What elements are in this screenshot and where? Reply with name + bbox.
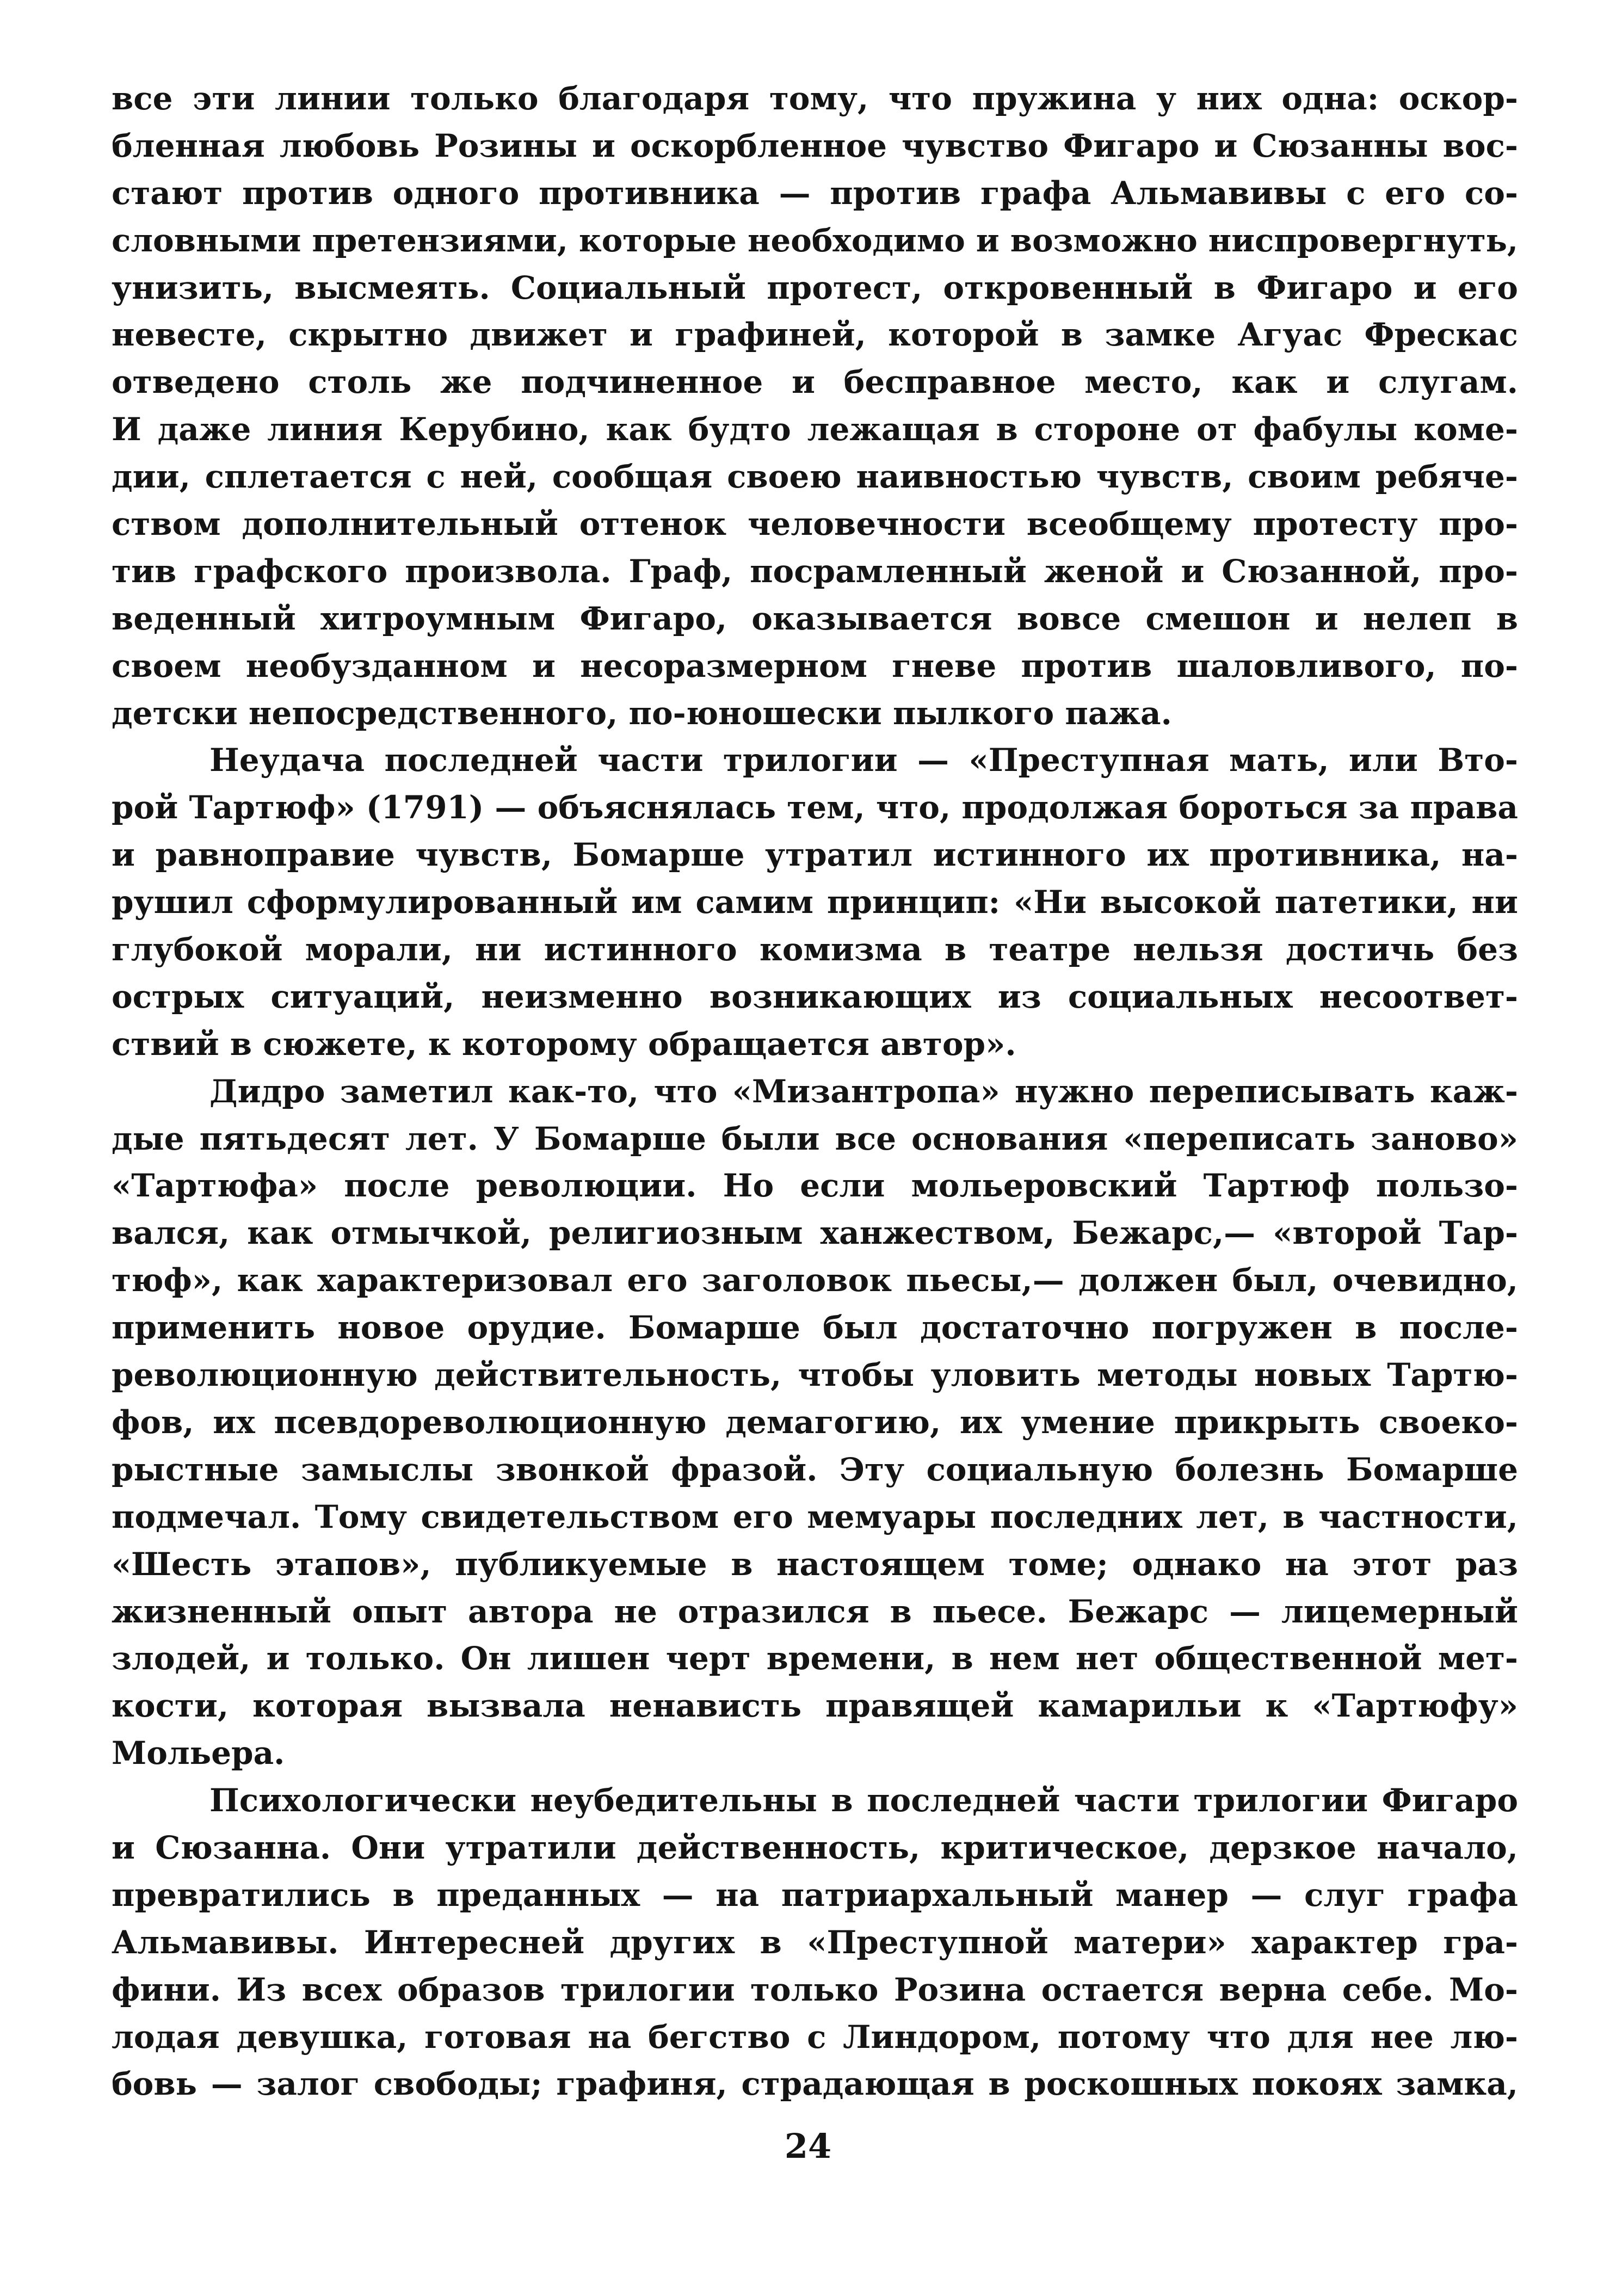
text-line: ством дополнительный оттенок человечности всеобщему протесту про-	[112, 505, 1518, 543]
document-body	[112, 75, 1518, 2143]
text-line: жизненный опыт автора не отразился в пьесе. Бежарс — лицемерный	[112, 1593, 1518, 1630]
text-line: ствий в сюжете, к которому обращается автор».	[112, 1025, 1016, 1063]
paragraph	[112, 1777, 1518, 2108]
text-line: фов, их псевдореволюционную демагогию, их умение прикрыть своеко-	[112, 1403, 1518, 1441]
text-line: превратились в преданных — на патриархальный манер — слуг графа	[112, 1876, 1518, 1914]
text-line: Психологически неубедительны в последней части трилогии Фигаро	[209, 1782, 1518, 1819]
page-number: 24	[784, 2126, 832, 2166]
text-line: тив графского произвола. Граф, посрамленный женой и Сюзанной, про-	[112, 552, 1518, 590]
text-line: веденный хитроумным Фигаро, оказывается вовсе смешон и нелеп в	[112, 600, 1518, 637]
text-line: невесте, скрытно движет и графиней, которой в замке Агуас Фрескас	[112, 316, 1518, 354]
text-line: «Шесть этапов», публикуемые в настоящем томе; однако на этот раз	[112, 1545, 1518, 1583]
paragraph	[112, 1068, 1518, 1777]
text-line: и равноправие чувств, Бомарше утратил истинного их противника, на-	[112, 836, 1518, 874]
text-line: «Тартюфа» после революции. Но если мольеровский Тартюф пользо-	[112, 1167, 1518, 1205]
text-line: вался, как отмычкой, религиозным ханжеством, Бежарс,— «второй Тар-	[112, 1214, 1518, 1252]
text-line: бленная любовь Розины и оскорбленное чувство Фигаро и Сюзанны вос-	[112, 127, 1518, 164]
text-line: рушил сформулированный им самим принцип: «Ни высокой патетики, ни	[112, 884, 1518, 921]
text-line: применить новое орудие. Бомарше был достаточно погружен в после-	[112, 1309, 1518, 1347]
text-line: И даже линия Керубино, как будто лежащая в стороне от фабулы коме-	[112, 411, 1518, 448]
text-line: отведено столь же подчиненное и бесправное место, как и слугам.	[112, 363, 1518, 401]
text-line: злодей, и только. Он лишен черт времени, в нем нет общественной мет-	[112, 1640, 1518, 1677]
text-line: дии, сплетается с ней, сообщая своею наивностью чувств, своим ребяче-	[112, 458, 1518, 496]
text-line: все эти линии только благодаря тому, что пружина у них одна: оскор-	[112, 80, 1518, 117]
text-line: дые пятьдесят лет. У Бомарше были все основания «переписать заново»	[112, 1120, 1518, 1157]
text-line: своем необузданном и несоразмерном гневе против шаловливого, по-	[112, 647, 1518, 684]
text-line: унизить, высмеять. Социальный протест, откровенный в Фигаро и его	[112, 269, 1518, 306]
text-line: Мольера.	[112, 1735, 285, 1772]
text-line: подмечал. Тому свидетельством его мемуары последних лет, в частности,	[112, 1498, 1518, 1535]
text-line: фини. Из всех образов трилогии только Розина остается верна себе. Мо-	[112, 1971, 1518, 2008]
text-line: бовь — залог свободы; графиня, страдающая в роскошных покоях замка,	[112, 2065, 1518, 2103]
text-line: глубокой морали, ни истинного комизма в театре нельзя достичь без	[112, 931, 1518, 968]
text-line: кости, которая вызвала ненависть правящей камарильи к «Тартюфу»	[112, 1687, 1518, 1725]
text-line: острых ситуаций, неизменно возникающих из социальных несоответ-	[112, 978, 1518, 1015]
text-line: и Сюзанна. Они утратили действенность, критическое, дерзкое начало,	[112, 1829, 1518, 1866]
text-line: Дидро заметил как-то, что «Мизантропа» нужно переписывать каж-	[209, 1072, 1518, 1110]
text-line: тюф», как характеризовал его заголовок пьесы,— должен был, очевидно,	[112, 1262, 1518, 1299]
text-line: лодая девушка, готовая на бегство с Линдором, потому что для нее лю-	[112, 2018, 1518, 2056]
text-line: рой Тартюф» (1791) — объяснялась тем, что, продолжая бороться за права	[112, 789, 1518, 826]
text-line: рыстные замыслы звонкой фразой. Эту социальную болезнь Бомарше	[112, 1451, 1518, 1488]
text-line: словными претензиями, которые необходимо и возможно ниспровергнуть,	[112, 221, 1518, 259]
text-line: Неудача последней части трилогии — «Преступная мать, или Вто-	[209, 742, 1518, 779]
text-line: стают против одного противника — против графа Альмавивы с его со-	[112, 174, 1518, 212]
text-line: детски непосредственного, по-юношески пылкого пажа.	[112, 694, 1172, 732]
text-line: революционную действительность, чтобы уловить методы новых Тартю-	[112, 1356, 1518, 1394]
text-line: Альмавивы. Интересней других в «Преступной матери» характер гра-	[112, 1923, 1518, 1961]
paragraph	[112, 75, 1518, 737]
paragraph	[112, 737, 1518, 1067]
